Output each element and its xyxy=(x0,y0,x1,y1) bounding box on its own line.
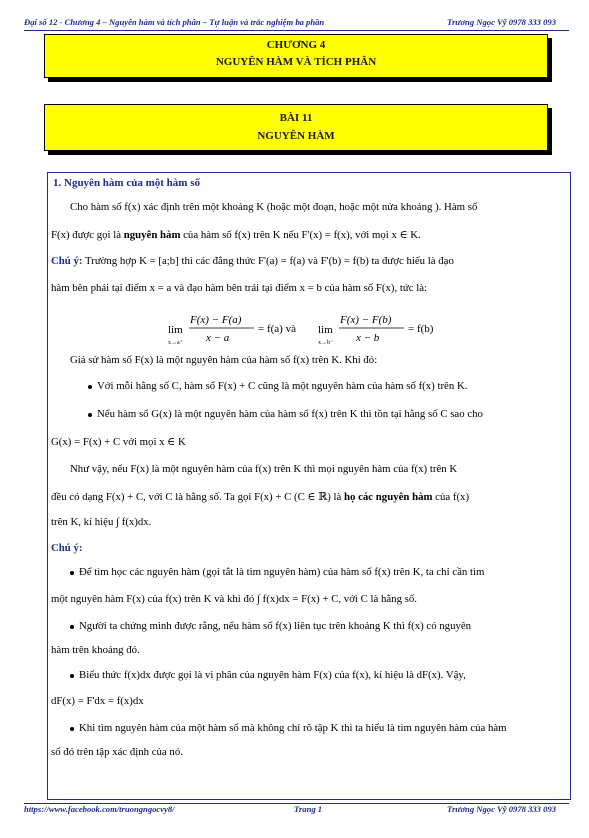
chapter-number: CHƯƠNG 4 xyxy=(266,39,326,51)
bullet-dot-icon xyxy=(88,413,92,417)
note-2-bullet-4b: số đó trên tập xác định của nó. xyxy=(51,746,183,758)
note-2-bullet-1b: một nguyên hàm F(x) của f(x) trên K và khi đó ∫ f(x)dx = F(x) + C, với C là hằng số. xyxy=(51,593,417,605)
note-2-bullet-2b: hàm trên khoảng đó. xyxy=(51,644,140,656)
fraction-2-den: x − b xyxy=(356,332,380,344)
note-2-label: Chú ý: xyxy=(51,542,83,554)
bullet-2b: G(x) = F(x) + C với mọi x ∈ K xyxy=(51,436,186,448)
lesson-number: BÀI 11 xyxy=(279,112,313,124)
limit-2-result: = f(b) xyxy=(408,323,434,335)
bullet-dot-icon xyxy=(70,674,74,678)
fraction-1-num: F(x) − F(a) xyxy=(190,314,242,326)
bullet-dot-icon xyxy=(70,625,74,629)
limit-1-result: = f(a) và xyxy=(258,323,296,335)
limit-formula xyxy=(168,311,448,349)
paragraph-3b: đều có dạng F(x) + C, với C là hằng số. Ta gọi F(x) + C (C ∈ ℝ) là họ các nguyên hàm của f(x) xyxy=(51,491,470,503)
page-number: Trang 1 xyxy=(294,804,323,814)
footer-author: Trương Ngọc Vỹ 0978 333 093 xyxy=(447,804,556,814)
footer-link[interactable]: https://www.facebook.com/truongngocvy8/ xyxy=(24,804,175,814)
note-1a: Chú ý: Trường hợp K = [a;b] thì các đẳng thức F'(a) = f(a) và F'(b) = f(b) ta được hiểu là đạo xyxy=(51,255,454,267)
chapter-title-box xyxy=(44,34,548,78)
chapter-title: NGUYÊN HÀM VÀ TÍCH PHÂN xyxy=(215,56,377,68)
note-2-bullet-3b: dF(x) = F'dx = f(x)dx xyxy=(51,695,144,707)
note-1b: hàm bên phải tại điểm x = a và đạo hàm bên trái tại điểm x = b của hàm số F(x), tức là: xyxy=(51,282,428,294)
page-header xyxy=(24,17,564,27)
lim-1: lim xyxy=(168,324,183,336)
note-2-bullet-1a: Để tìm học các nguyên hàm (gọi tắt là tìm nguyên hàm) của hàm số f(x) trên K, ta chỉ cần tìm xyxy=(70,566,484,578)
bullet-dot-icon xyxy=(70,571,74,575)
bullet-1: Với mỗi hằng số C, hàm số F(x) + C cũng là một nguyên hàm của hàm số f(x) trên K. xyxy=(88,380,467,392)
header-right-text: Trương Ngọc Vỹ 0978 333 093 xyxy=(447,17,556,27)
lim-1-sub: x→a⁺ xyxy=(168,340,183,346)
term-ho-nguyen-ham: họ các nguyên hàm xyxy=(344,491,433,503)
paragraph-3a: Như vậy, nếu F(x) là một nguyên hàm của f(x) trên K thì mọi nguyên hàm của f(x) trên K xyxy=(70,463,458,475)
lim-2: lim xyxy=(318,324,333,336)
lim-2-sub: x→b⁻ xyxy=(318,340,334,346)
lesson-title: NGUYÊN HÀM xyxy=(257,130,335,142)
note-1-label: Chú ý: xyxy=(51,255,83,267)
header-left-text: Đại số 12 - Chương 4 – Nguyên hàm và tích phân – Tự luận và trắc nghiệm ba phần xyxy=(24,17,325,27)
note-2-bullet-4a: Khi tìm nguyên hàm của một hàm số mà không chỉ rõ tập K thì ta hiểu là tìm nguyên hàm của hàm xyxy=(70,722,507,734)
paragraph-2: Giả sử hàm số F(x) là một nguyên hàm của hàm số f(x) trên K. Khi đó: xyxy=(70,354,378,366)
note-2-bullet-3a: Biểu thức f(x)dx được gọi là vi phân của nguyên hàm F(x) của f(x), kí hiệu là dF(x). Vậy, xyxy=(70,669,466,681)
bullet-dot-icon xyxy=(70,727,74,731)
paragraph-1b: F(x) được gọi là nguyên hàm của hàm số f(x) trên K nếu F'(x) = f(x), với mọi x ∈ K. xyxy=(51,229,421,241)
section-title: 1. Nguyên hàm của một hàm số xyxy=(53,177,200,189)
term-nguyen-ham: nguyên hàm xyxy=(123,229,181,241)
paragraph-3c: trên K, kí hiệu ∫ f(x)dx. xyxy=(51,516,152,528)
bullet-dot-icon xyxy=(88,385,92,389)
header-divider xyxy=(24,30,569,31)
lesson-title-box xyxy=(44,104,548,151)
content-box xyxy=(47,172,571,800)
fraction-1-den: x − a xyxy=(206,332,230,344)
fraction-2-num: F(x) − F(b) xyxy=(340,314,392,326)
paragraph-1a: Cho hàm số f(x) xác định trên một khoảng K (hoặc một đoạn, hoặc một nửa khoảng ). Hàm số xyxy=(70,201,478,213)
bullet-2a: Nếu hàm số G(x) là một nguyên hàm của hàm số f(x) trên K thì tồn tại hằng số C sao cho xyxy=(88,408,483,420)
note-2-bullet-2a: Người ta chứng minh được rằng, nếu hàm số f(x) liên tục trên khoảng K thì f(x) có nguyên xyxy=(70,620,471,632)
